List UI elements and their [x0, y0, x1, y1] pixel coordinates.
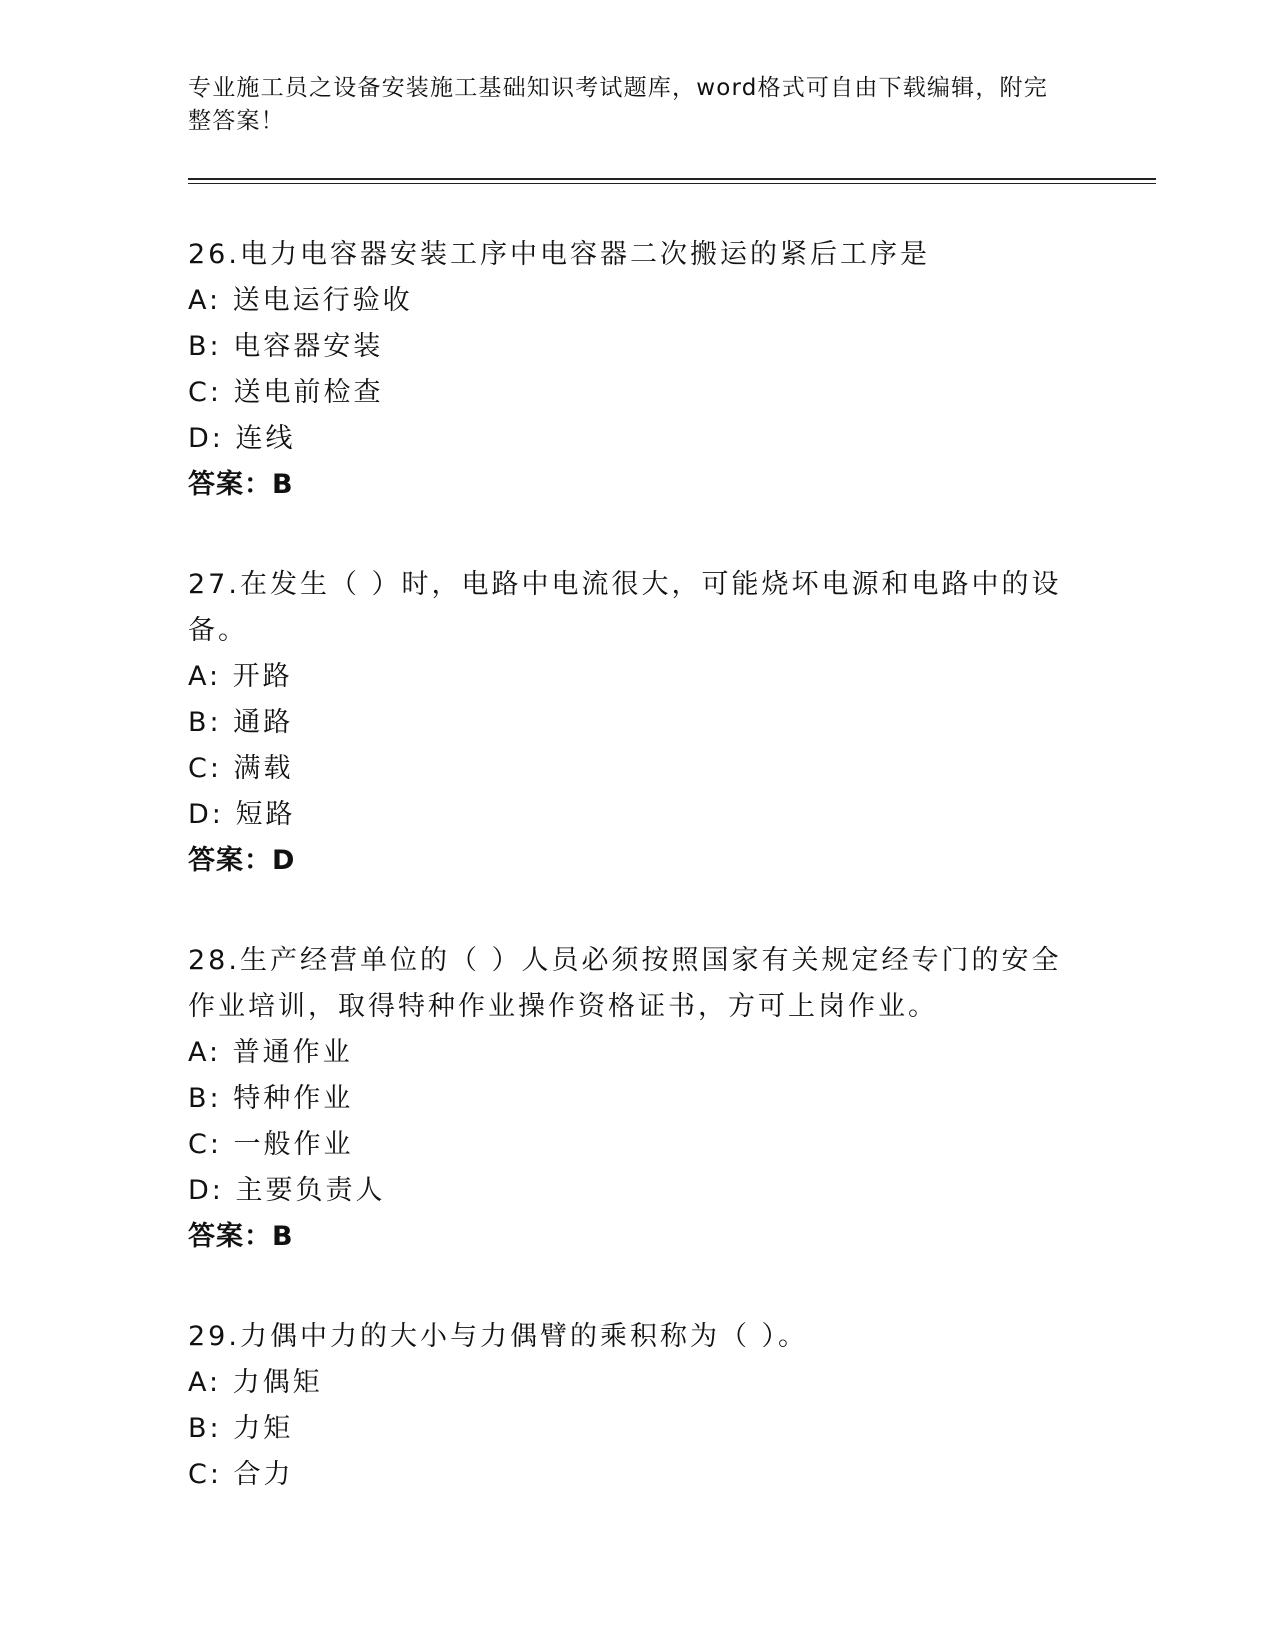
answer-label: 答案：B	[188, 1221, 294, 1252]
question-stem: 27.在发生（ ）时，电路中电流很大，可能烧坏电源和电路中的设备。	[188, 569, 1062, 646]
option-a: A: 送电运行验收	[188, 285, 413, 316]
option-c: C: 满载	[188, 753, 294, 784]
option-b: B: 特种作业	[188, 1083, 354, 1114]
question-28	[188, 938, 1068, 1260]
option-a: A: 开路	[188, 661, 293, 692]
header-divider-thick	[188, 178, 1156, 180]
answer-label: 答案：B	[188, 469, 294, 500]
option-a: A: 力偶矩	[188, 1367, 323, 1398]
option-a: A: 普通作业	[188, 1037, 353, 1068]
option-d: D: 短路	[188, 799, 296, 830]
option-d: D: 主要负责人	[188, 1175, 386, 1206]
option-b: B: 力矩	[188, 1413, 294, 1444]
answer-label: 答案：D	[188, 845, 296, 876]
option-c: C: 送电前检查	[188, 377, 384, 408]
option-c: C: 一般作业	[188, 1129, 354, 1160]
question-29	[188, 1314, 1068, 1498]
option-b: B: 电容器安装	[188, 331, 384, 362]
option-b: B: 通路	[188, 707, 294, 738]
question-stem: 29.力偶中力的大小与力偶臂的乘积称为（ ）。	[188, 1321, 809, 1352]
document-header: 专业施工员之设备安装施工基础知识考试题库，word格式可自由下载编辑，附完整答案！	[188, 75, 1048, 134]
option-d: D: 连线	[188, 423, 296, 454]
header-divider-thin	[188, 183, 1156, 184]
question-26	[188, 232, 1068, 508]
question-stem: 28.生产经营单位的（ ）人员必须按照国家有关规定经专门的安全作业培训，取得特种作业操作资格证书，方可上岗作业。	[188, 945, 1062, 1022]
question-list	[188, 232, 1068, 1552]
question-stem: 26.电力电容器安装工序中电容器二次搬运的紧后工序是	[188, 239, 930, 270]
option-c: C: 合力	[188, 1459, 294, 1490]
question-27	[188, 562, 1068, 884]
